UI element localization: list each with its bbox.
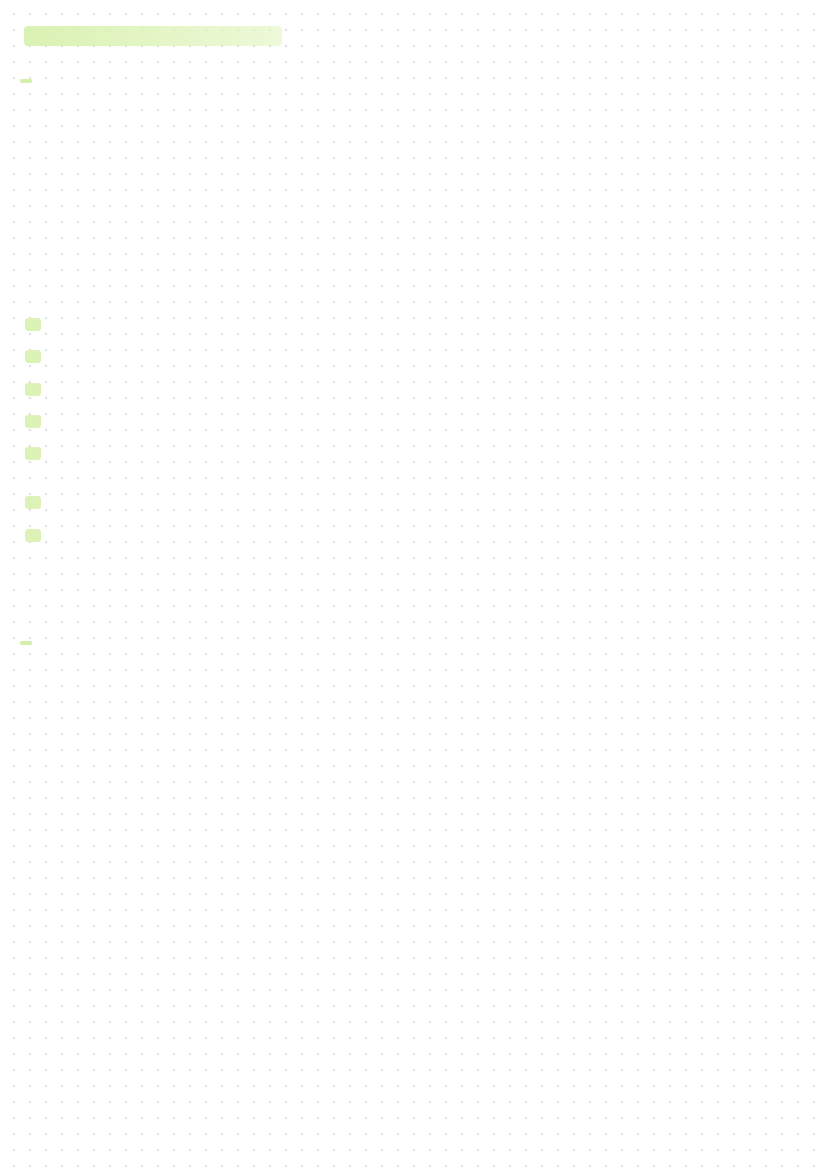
step-4 [28,404,58,417]
step-7 [28,518,58,531]
step-1 [28,307,58,320]
step-5 [28,436,58,449]
sympatric-tag [20,641,32,645]
step-2 [28,339,58,352]
step-6 [28,485,58,498]
step-3 [28,372,58,385]
